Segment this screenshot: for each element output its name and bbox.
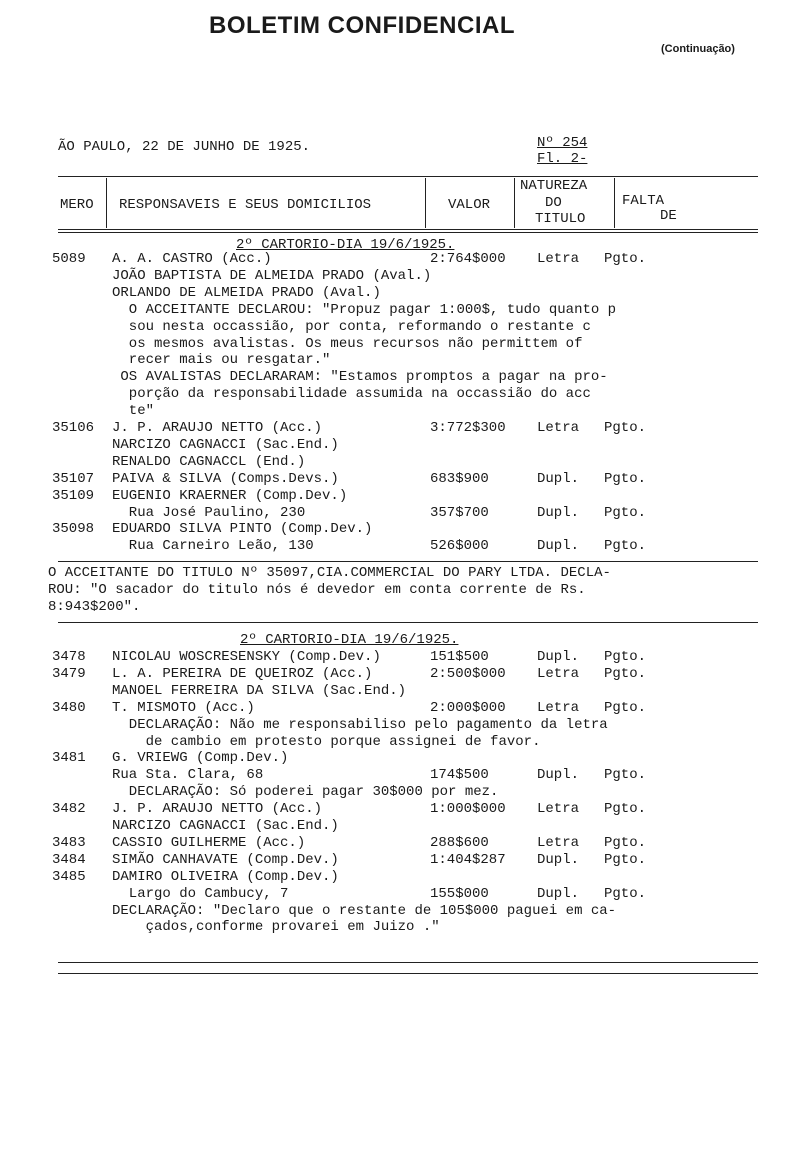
section2-heading: 2º CARTORIO-DIA 19/6/1925. — [240, 632, 459, 648]
entry-value: 526$000 — [430, 538, 489, 555]
entry-text: Rua José Paulino, 230 — [112, 504, 306, 521]
entry-nature: Letra — [537, 251, 580, 267]
entry-nature: Dupl. — [537, 851, 580, 868]
entry-text: NARCIZO CAGNACCI (Sac.End.) — [112, 818, 339, 834]
notice-bottom-rule — [58, 622, 758, 623]
entry-text: A. A. CASTRO (Acc.) — [112, 251, 272, 267]
entry-nature: Letra — [537, 801, 580, 818]
entry-num: 3481 — [52, 750, 86, 767]
entry-fault: Pgto. — [604, 504, 647, 521]
entry-text: os mesmos avalistas. Os meus recursos não permittem of — [112, 335, 583, 352]
entry-num: 3478 — [52, 649, 86, 665]
entry-text: MANOEL FERREIRA DA SILVA (Sac.End.) — [112, 682, 407, 699]
entry-fault: Pgto. — [604, 699, 647, 716]
entry-text: T. MISMOTO (Acc.) — [112, 699, 255, 716]
page-title: BOLETIM CONFIDENCIAL — [209, 12, 515, 39]
col-header-falta-1: FALTA — [622, 193, 665, 209]
entry-text: J. P. ARAUJO NETTO (Acc.) — [112, 420, 323, 436]
entry-fault: Pgto. — [604, 649, 647, 665]
issue-number: Nº 254 — [537, 135, 588, 151]
col-header-valor: VALOR — [448, 197, 491, 213]
sheet-number: Fl. 2- — [537, 151, 588, 167]
entry-fault: Pgto. — [604, 834, 647, 851]
entry-text: PAIVA & SILVA (Comps.Devs.) — [112, 470, 339, 487]
entry-num: 35098 — [52, 521, 95, 538]
entry-value: 174$500 — [430, 767, 489, 784]
entry-text: EUGENIO KRAERNER (Comp.Dev.) — [112, 487, 348, 504]
entry-text: CASSIO GUILHERME (Acc.) — [112, 834, 306, 851]
col-header-numero: MERO — [60, 197, 94, 213]
entry-fault: Pgto. — [604, 851, 647, 868]
notice-line-2: ROU: "O sacador do titulo nós é devedor em conta corrente de Rs. — [48, 582, 586, 598]
entry-num: 35109 — [52, 487, 95, 504]
header-bottom-rule — [58, 229, 758, 230]
section1-heading: 2º CARTORIO-DIA 19/6/1925. — [236, 237, 455, 253]
entry-value: 683$900 — [430, 470, 489, 487]
footer-rule-2 — [58, 973, 758, 974]
entry-text: sou nesta occassião, por conta, reformando o restante c — [112, 318, 591, 335]
header-top-rule — [58, 176, 758, 177]
entry-text: J. P. ARAUJO NETTO (Acc.) — [112, 801, 323, 818]
entry-text: OS AVALISTAS DECLARARAM: "Estamos promptos a pagar na pro- — [112, 369, 608, 386]
entry-text: Largo do Cambucy, 7 — [112, 885, 289, 902]
footer-rule-1 — [58, 962, 758, 963]
entry-value: 1:404$287 — [430, 851, 506, 868]
entry-value: 2:000$000 — [430, 699, 506, 716]
entry-text: Rua Carneiro Leão, 130 — [112, 538, 314, 555]
entry-nature: Letra — [537, 699, 580, 716]
entry-nature: Dupl. — [537, 504, 580, 521]
entry-num: 35106 — [52, 420, 95, 436]
entry-text: SIMÃO CANHAVATE (Comp.Dev.) — [112, 851, 339, 868]
entry-fault: Pgto. — [604, 251, 647, 267]
entry-nature: Letra — [537, 420, 580, 436]
entry-text: de cambio em protesto porque assignei de favor. — [112, 733, 541, 750]
entry-text: porção da responsabilidade assumida na occassião do acc — [112, 386, 591, 403]
entry-text: EDUARDO SILVA PINTO (Comp.Dev.) — [112, 521, 373, 538]
entry-text: çados,conforme provarei em Juizo ." — [112, 919, 440, 936]
entry-nature: Dupl. — [537, 767, 580, 784]
entry-fault: Pgto. — [604, 538, 647, 555]
col-divider-2 — [425, 178, 426, 228]
entry-text: DECLARAÇÃO: "Declaro que o restante de 105$000 paguei em ca- — [112, 902, 617, 919]
entry-num: 3483 — [52, 834, 86, 851]
entry-fault: Pgto. — [604, 885, 647, 902]
entry-num: 3479 — [52, 665, 86, 682]
entry-num: 3482 — [52, 801, 86, 818]
entry-num: 3480 — [52, 699, 86, 716]
entry-fault: Pgto. — [604, 767, 647, 784]
col-divider-3 — [514, 178, 515, 228]
entry-value: 1:000$000 — [430, 801, 506, 818]
entry-text: DECLARAÇÃO: Não me responsabiliso pelo pagamento da letra — [112, 716, 608, 733]
header-bottom-rule-2 — [58, 232, 758, 233]
entry-nature: Letra — [537, 665, 580, 682]
entry-num: 3484 — [52, 851, 86, 868]
col-divider-4 — [614, 178, 615, 228]
notice-top-rule — [58, 561, 758, 562]
entry-text: ORLANDO DE ALMEIDA PRADO (Aval.) — [112, 284, 381, 301]
dateline: ÃO PAULO, 22 DE JUNHO DE 1925. — [58, 139, 311, 155]
entry-value: 2:500$000 — [430, 665, 506, 682]
entry-value: 2:764$000 — [430, 251, 506, 267]
entry-nature: Dupl. — [537, 885, 580, 902]
notice-line-3: 8:943$200". — [48, 599, 141, 615]
notice-line-1: O ACCEITANTE DO TITULO Nº 35097,CIA.COMMERCIAL DO PARY LTDA. DECLA- — [48, 565, 611, 581]
col-header-responsaveis: RESPONSAVEIS E SEUS DOMICILIOS — [119, 197, 372, 213]
entry-text: te" — [112, 403, 155, 420]
entry-text: DECLARAÇÃO: Só poderei pagar 30$000 por mez. — [112, 784, 499, 801]
entry-value: 357$700 — [430, 504, 489, 521]
entry-nature: Letra — [537, 834, 580, 851]
entry-num: 35107 — [52, 470, 95, 487]
col-divider-1 — [106, 178, 107, 228]
col-header-natureza-1: NATUREZA — [520, 178, 588, 194]
entry-nature: Dupl. — [537, 470, 580, 487]
entry-text: O ACCEITANTE DECLAROU: "Propuz pagar 1:000$, tudo quanto p — [112, 301, 617, 318]
continuation-label: (Continuação) — [661, 43, 735, 55]
entry-text: Rua Sta. Clara, 68 — [112, 767, 264, 784]
entry-fault: Pgto. — [604, 665, 647, 682]
entry-nature: Dupl. — [537, 538, 580, 555]
entry-text: NICOLAU WOSCRESENSKY (Comp.Dev.) — [112, 649, 381, 665]
entry-value: 3:772$300 — [430, 420, 506, 436]
entry-text: G. VRIEWG (Comp.Dev.) — [112, 750, 289, 767]
entry-num: 3485 — [52, 868, 86, 885]
entry-text: RENALDO CAGNACCL (End.) — [112, 453, 306, 470]
entry-fault: Pgto. — [604, 420, 647, 436]
entry-text: recer mais ou resgatar." — [112, 352, 331, 369]
col-header-natureza-2: DO — [545, 195, 562, 211]
entry-text: JOÃO BAPTISTA DE ALMEIDA PRADO (Aval.) — [112, 267, 432, 284]
entry-fault: Pgto. — [604, 470, 647, 487]
entry-text: DAMIRO OLIVEIRA (Comp.Dev.) — [112, 868, 339, 885]
entry-nature: Dupl. — [537, 649, 580, 665]
entry-text: NARCIZO CAGNACCI (Sac.End.) — [112, 436, 339, 453]
entry-text: L. A. PEREIRA DE QUEIROZ (Acc.) — [112, 665, 373, 682]
entry-fault: Pgto. — [604, 801, 647, 818]
col-header-falta-2: DE — [660, 208, 677, 224]
entry-value: 151$500 — [430, 649, 489, 665]
entry-value: 155$000 — [430, 885, 489, 902]
col-header-natureza-3: TITULO — [535, 211, 586, 227]
entry-num: 5089 — [52, 251, 86, 267]
entry-value: 288$600 — [430, 834, 489, 851]
